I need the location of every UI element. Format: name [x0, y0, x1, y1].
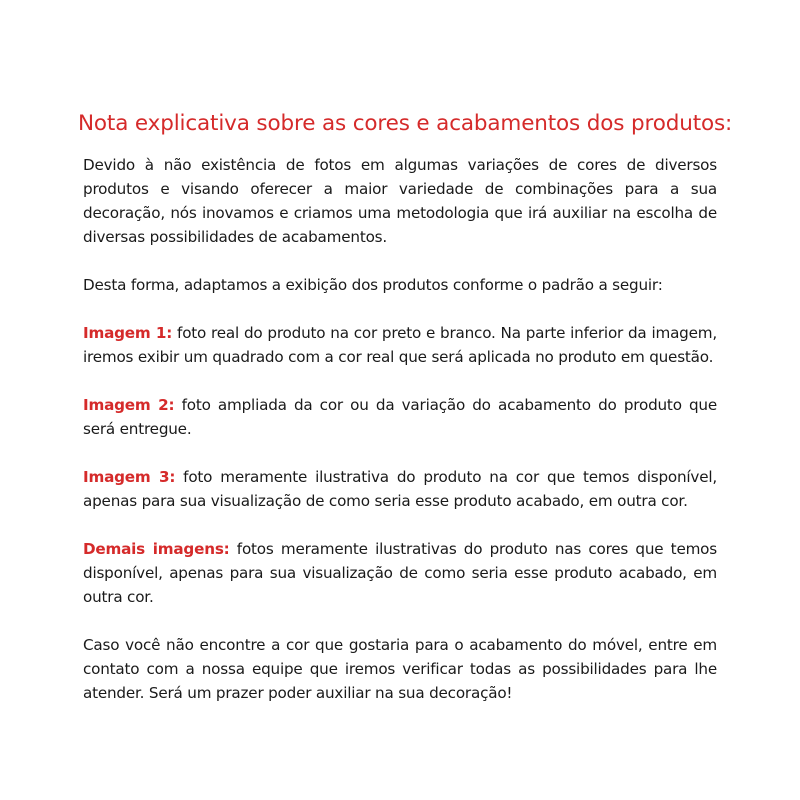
page-title: Nota explicativa sobre as cores e acabamentos dos produtos: [78, 111, 733, 136]
lead-paragraph: Desta forma, adaptamos a exibição dos produtos conforme o padrão a seguir: [83, 276, 663, 294]
section-label: Imagem 1: [83, 324, 173, 342]
section-label: Imagem 3: [83, 468, 176, 486]
section-text: foto meramente ilustrativa do produto na cor que temos disponível, apenas para sua visualização de como seria esse produto acabado, em outra cor. [83, 468, 717, 510]
section-image-2 [83, 393, 717, 441]
section-label: Imagem 2: [83, 396, 175, 414]
section-image-3 [83, 465, 717, 513]
section-text: foto real do produto na cor preto e branco. Na parte inferior da imagem, iremos exibir um quadrado com a cor real que será aplicada no produto em questão. [83, 324, 717, 366]
note-body [83, 153, 717, 729]
section-label: Demais imagens: [83, 540, 230, 558]
intro-paragraph: Devido à não existência de fotos em algumas variações de cores de diversos produtos e visando oferecer a maior variedade de combinações para a sua decoração, nós inovamos e criamos uma metodologia que irá auxiliar na escolha de diversas possibilidades de acabamentos. [83, 156, 717, 246]
section-image-1 [83, 321, 717, 369]
section-text: foto ampliada da cor ou da variação do acabamento do produto que será entregue. [83, 396, 717, 438]
closing-paragraph: Caso você não encontre a cor que gostaria para o acabamento do móvel, entre em contato com a nossa equipe que iremos verificar todas as possibilidades para lhe atender. Será um prazer poder auxiliar na sua decoração! [83, 636, 717, 702]
section-other-images [83, 537, 717, 609]
section-text: fotos meramente ilustrativas do produto nas cores que temos disponível, apenas para sua visualização de como seria esse produto acabado, em outra cor. [83, 540, 717, 606]
